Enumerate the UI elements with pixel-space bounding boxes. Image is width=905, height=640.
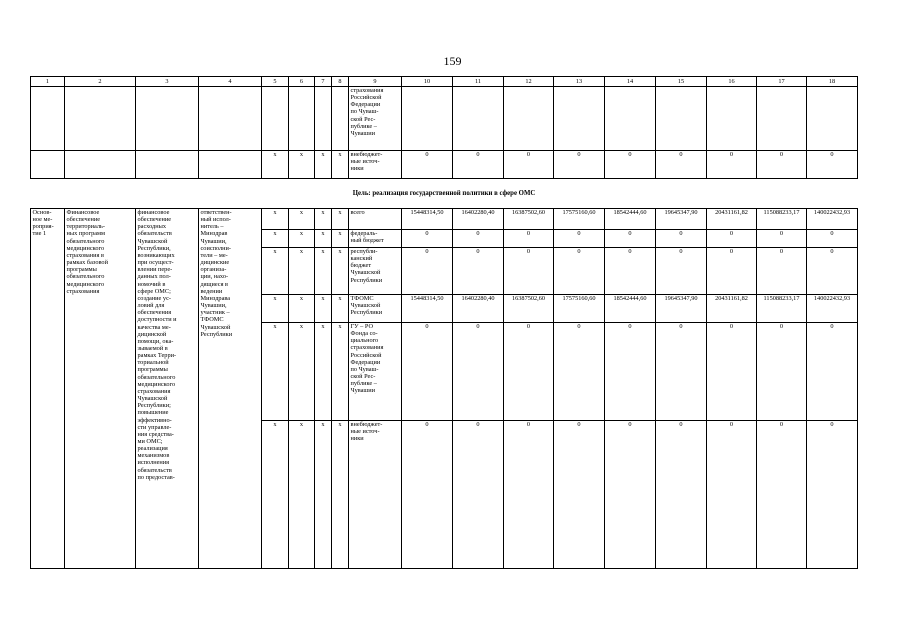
value-cell: 115088233,17 bbox=[757, 209, 807, 230]
mark-cell: x bbox=[315, 151, 332, 179]
empty-cell bbox=[605, 87, 656, 151]
mark-cell: x bbox=[315, 295, 332, 323]
empty-cell bbox=[807, 87, 858, 151]
value-cell: 0 bbox=[757, 248, 807, 295]
value-cell: 0 bbox=[707, 421, 757, 569]
empty-cell bbox=[31, 151, 65, 179]
empty-cell bbox=[136, 151, 199, 179]
column-header: 6 bbox=[289, 77, 315, 87]
value-cell: 0 bbox=[453, 323, 504, 421]
mark-cell: x bbox=[262, 209, 289, 230]
mark-cell: x bbox=[289, 151, 315, 179]
column-header: 15 bbox=[656, 77, 707, 87]
value-cell: 18542444,60 bbox=[605, 209, 656, 230]
value-cell: 0 bbox=[402, 151, 453, 179]
value-cell: 0 bbox=[807, 230, 858, 248]
value-cell: 0 bbox=[605, 421, 656, 569]
empty-cell bbox=[65, 151, 136, 179]
value-cell: 0 bbox=[402, 230, 453, 248]
funding-source-cell: федераль- ный бюджет bbox=[349, 230, 402, 248]
mark-cell: x bbox=[315, 209, 332, 230]
mark-cell: x bbox=[289, 248, 315, 295]
value-cell: 0 bbox=[554, 248, 605, 295]
funding-source-cell: ГУ – РО Фонда со- циального страхования Российской Федерации по Чуваш- ской Рес- публике – Чувашии bbox=[349, 323, 402, 421]
value-cell: 0 bbox=[504, 421, 554, 569]
mark-cell: x bbox=[262, 323, 289, 421]
column-header: 11 bbox=[453, 77, 504, 87]
funding-source-cell: всего bbox=[349, 209, 402, 230]
value-cell: 0 bbox=[504, 230, 554, 248]
goal-row bbox=[31, 179, 858, 209]
mark-cell: x bbox=[289, 323, 315, 421]
responsible-executor-cell: ответствен- ный испол- нитель – Минздрав Чувашии, соисполни- тели – ме- дицинские организа- ции, нахо- дящиеся в ведении Минздрава Чувашии, участник – ТФОМС Чувашской Республики bbox=[199, 209, 262, 569]
table-row bbox=[31, 87, 858, 151]
funding-source-cell: страхования Российской Федерации по Чуваш- ской Рес- публике – Чувашии bbox=[349, 87, 402, 151]
value-cell: 18542444,60 bbox=[605, 295, 656, 323]
activity-name-cell: Финансовое обеспечение территориаль- ных программ обязательного медицинского страхования в рамках базовой программы обязательного медицинского страхования bbox=[65, 209, 136, 569]
mark-cell: x bbox=[332, 295, 349, 323]
mark-cell: x bbox=[262, 248, 289, 295]
value-cell: 19645347,90 bbox=[656, 209, 707, 230]
column-header: 5 bbox=[262, 77, 289, 87]
mark-cell: x bbox=[332, 421, 349, 569]
empty-cell bbox=[65, 87, 136, 151]
empty-cell bbox=[332, 87, 349, 151]
value-cell: 0 bbox=[656, 323, 707, 421]
value-cell: 140022432,93 bbox=[807, 209, 858, 230]
column-header: 1 bbox=[31, 77, 65, 87]
goal-title: Цель: реализация государственной политики в сфере ОМС bbox=[31, 179, 858, 209]
value-cell: 0 bbox=[605, 230, 656, 248]
funding-source-cell: ТФОМС Чувашской Республики bbox=[349, 295, 402, 323]
column-header: 7 bbox=[315, 77, 332, 87]
value-cell: 17575160,60 bbox=[554, 295, 605, 323]
mark-cell: x bbox=[289, 421, 315, 569]
mark-cell: x bbox=[332, 209, 349, 230]
column-header: 18 bbox=[807, 77, 858, 87]
empty-cell bbox=[199, 151, 262, 179]
value-cell: 0 bbox=[453, 248, 504, 295]
value-cell: 140022432,93 bbox=[807, 295, 858, 323]
column-header: 3 bbox=[136, 77, 199, 87]
mark-cell: x bbox=[262, 421, 289, 569]
column-header: 10 bbox=[402, 77, 453, 87]
value-cell: 15448314,50 bbox=[402, 295, 453, 323]
empty-cell bbox=[315, 87, 332, 151]
value-cell: 0 bbox=[453, 421, 504, 569]
value-cell: 16402280,40 bbox=[453, 209, 504, 230]
column-header: 12 bbox=[504, 77, 554, 87]
empty-cell bbox=[757, 87, 807, 151]
value-cell: 0 bbox=[757, 230, 807, 248]
column-header: 9 bbox=[349, 77, 402, 87]
table-row bbox=[31, 209, 858, 230]
funding-source-cell: республи- канский бюджет Чувашской Республики bbox=[349, 248, 402, 295]
empty-cell bbox=[554, 87, 605, 151]
value-cell: 15448314,50 bbox=[402, 209, 453, 230]
empty-cell bbox=[453, 87, 504, 151]
value-cell: 0 bbox=[656, 230, 707, 248]
mark-cell: x bbox=[332, 323, 349, 421]
value-cell: 0 bbox=[402, 421, 453, 569]
value-cell: 0 bbox=[656, 151, 707, 179]
activity-description-cell: финансовое обеспечение расходных обязательств Чувашской Республики, возникающих при осущест- влении пере- данных пол- номочий в сфере ОМС; создание ус- ловий для обеспечения доступности и качества ме- дицинской помощи, ока- зываемой в рамках Терри- ториальной программы обязательного медицинского страхования Чувашской Республики; повышение эффективно- сти управле- ния средства- ми ОМС; реализация механизмов исполнения обязательств по предостав- bbox=[136, 209, 199, 569]
budget-table bbox=[30, 76, 858, 569]
mark-cell: x bbox=[289, 209, 315, 230]
mark-cell: x bbox=[315, 248, 332, 295]
value-cell: 20431161,82 bbox=[707, 295, 757, 323]
empty-cell bbox=[199, 87, 262, 151]
value-cell: 0 bbox=[757, 151, 807, 179]
value-cell: 16387502,60 bbox=[504, 295, 554, 323]
empty-cell bbox=[656, 87, 707, 151]
mark-cell: x bbox=[262, 295, 289, 323]
value-cell: 0 bbox=[605, 151, 656, 179]
value-cell: 0 bbox=[707, 151, 757, 179]
value-cell: 0 bbox=[402, 248, 453, 295]
value-cell: 20431161,82 bbox=[707, 209, 757, 230]
column-header: 2 bbox=[65, 77, 136, 87]
column-header: 17 bbox=[757, 77, 807, 87]
value-cell: 0 bbox=[453, 230, 504, 248]
value-cell: 0 bbox=[453, 151, 504, 179]
mark-cell: x bbox=[315, 230, 332, 248]
mark-cell: x bbox=[315, 421, 332, 569]
column-number-row bbox=[31, 77, 858, 87]
empty-cell bbox=[402, 87, 453, 151]
value-cell: 0 bbox=[605, 323, 656, 421]
value-cell: 0 bbox=[504, 151, 554, 179]
value-cell: 16387502,60 bbox=[504, 209, 554, 230]
column-header: 4 bbox=[199, 77, 262, 87]
value-cell: 0 bbox=[402, 323, 453, 421]
value-cell: 0 bbox=[757, 421, 807, 569]
table-body bbox=[31, 77, 858, 569]
value-cell: 0 bbox=[554, 230, 605, 248]
empty-cell bbox=[707, 87, 757, 151]
mark-cell: x bbox=[315, 323, 332, 421]
mark-cell: x bbox=[289, 295, 315, 323]
value-cell: 0 bbox=[807, 151, 858, 179]
empty-cell bbox=[262, 87, 289, 151]
mark-cell: x bbox=[262, 151, 289, 179]
page-number: 159 bbox=[443, 54, 462, 68]
value-cell: 0 bbox=[554, 421, 605, 569]
value-cell: 16402280,40 bbox=[453, 295, 504, 323]
mark-cell: x bbox=[332, 248, 349, 295]
mark-cell: x bbox=[262, 230, 289, 248]
column-header: 16 bbox=[707, 77, 757, 87]
value-cell: 0 bbox=[807, 421, 858, 569]
activity-number-cell: Основ- ное ме- роприя- тие 1 bbox=[31, 209, 65, 569]
column-header: 8 bbox=[332, 77, 349, 87]
empty-cell bbox=[289, 87, 315, 151]
value-cell: 0 bbox=[554, 151, 605, 179]
mark-cell: x bbox=[332, 151, 349, 179]
value-cell: 0 bbox=[504, 248, 554, 295]
value-cell: 0 bbox=[707, 230, 757, 248]
funding-source-cell: внебюджет- ные источ- ники bbox=[349, 421, 402, 569]
value-cell: 0 bbox=[707, 323, 757, 421]
empty-cell bbox=[504, 87, 554, 151]
table-row bbox=[31, 151, 858, 179]
column-header: 13 bbox=[554, 77, 605, 87]
value-cell: 0 bbox=[605, 248, 656, 295]
value-cell: 0 bbox=[504, 323, 554, 421]
value-cell: 115088233,17 bbox=[757, 295, 807, 323]
value-cell: 0 bbox=[656, 421, 707, 569]
value-cell: 0 bbox=[554, 323, 605, 421]
mark-cell: x bbox=[289, 230, 315, 248]
value-cell: 0 bbox=[707, 248, 757, 295]
mark-cell: x bbox=[332, 230, 349, 248]
value-cell: 19645347,90 bbox=[656, 295, 707, 323]
value-cell: 0 bbox=[807, 248, 858, 295]
column-header: 14 bbox=[605, 77, 656, 87]
empty-cell bbox=[31, 87, 65, 151]
value-cell: 0 bbox=[757, 323, 807, 421]
value-cell: 17575160,60 bbox=[554, 209, 605, 230]
value-cell: 0 bbox=[807, 323, 858, 421]
empty-cell bbox=[136, 87, 199, 151]
funding-source-cell: внебюджет- ные источ- ники bbox=[349, 151, 402, 179]
value-cell: 0 bbox=[656, 248, 707, 295]
